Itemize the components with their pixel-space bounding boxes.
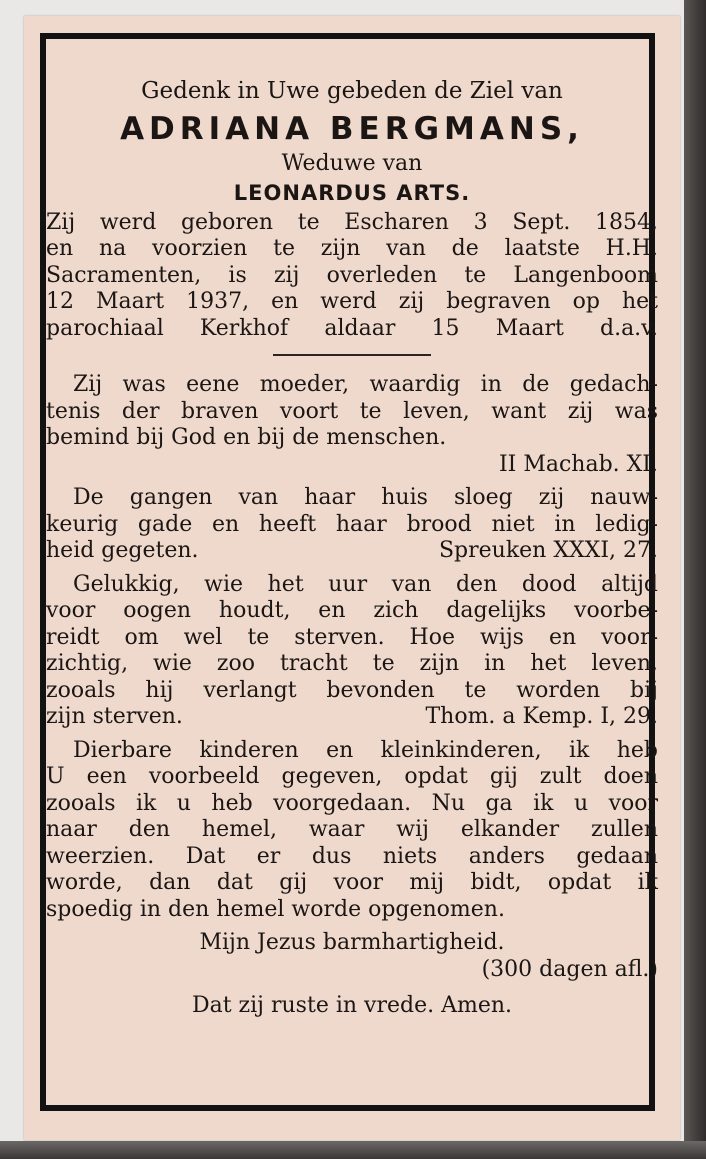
quote-line: keurig gade en heeft haar brood niet in ledig- — [46, 511, 658, 537]
farewell-line: worde, dan dat gij voor mij bidt, opdat ik — [46, 870, 658, 895]
quote-source: II Machab. XI. — [498, 451, 658, 477]
quote-last-line — [46, 538, 658, 565]
bio-line: Zij werd geboren te Escharen 3 Sept. 1854, — [46, 209, 658, 235]
quote-block — [46, 485, 658, 565]
quote-line: Zij was eene moeder, waardig in de gedach- — [73, 372, 658, 397]
husband-name: LEONARDUS ARTS. — [233, 180, 471, 205]
quote-last-line — [46, 704, 658, 731]
quote-source: Spreuken XXXI, 27. — [438, 538, 658, 563]
farewell-line: spoedig in den hemel worde opgenomen. — [46, 896, 505, 922]
indulgence-note: (300 dagen afl.) — [481, 956, 658, 982]
farewell-line: U een voorbeeld gegeven, opdat gij zult doen — [46, 764, 658, 789]
quote-line-end: zijn sterven. — [46, 704, 183, 729]
bio-line: 12 Maart 1937, en werd zij begraven op het — [46, 289, 658, 314]
quote-line: zichtig, wie zoo tracht te zijn in het leven, — [46, 651, 658, 676]
farewell-line: weerzien. Dat er dus niets anders gedaan — [46, 843, 658, 869]
bio-line: Sacramenten, is zij overleden te Langenboom — [46, 262, 658, 288]
closing-line: Dat zij ruste in vrede. Amen. — [191, 993, 513, 1018]
quote-line: tenis der braven voort te leven, want zij was — [46, 398, 658, 424]
quote-block — [46, 572, 658, 731]
farewell-line: zooals ik u heb voorgedaan. Nu ga ik u voor — [46, 790, 658, 816]
farewell-paragraph — [46, 738, 658, 924]
scan-background-edge-bottom — [0, 1141, 706, 1159]
biography — [46, 210, 658, 343]
intro-line: Gedenk in Uwe gebeden de Ziel van — [141, 78, 563, 104]
widow-of-label: Weduwe van — [281, 150, 423, 176]
memorial-card — [24, 16, 680, 1140]
quote-line: voor oogen houdt, en zich dagelijks voorbe- — [46, 598, 658, 623]
card-text — [46, 78, 658, 1020]
bio-line: en na voorzien te zijn van de laatste H.H. — [46, 236, 658, 261]
scan-background-edge — [684, 0, 706, 1159]
deceased-name: ADRIANA BERGMANS, — [120, 110, 584, 147]
divider-rule — [273, 354, 431, 356]
quote-line-end: heid gegeten. — [46, 538, 199, 563]
farewell-line: naar den hemel, waar wij elkander zullen — [46, 817, 658, 842]
quote-line: Gelukkig, wie het uur van den dood altijd — [73, 571, 658, 597]
farewell-line: Dierbare kinderen en kleinkinderen, ik heb — [73, 737, 658, 763]
quote-line: bemind bij God en bij de menschen. — [46, 425, 447, 450]
quote-line: De gangen van haar huis sloeg zij nauw- — [73, 485, 658, 510]
quote-line: reidt om wel te sterven. Hoe wijs en voor- — [46, 624, 658, 650]
prayer-line: Mijn Jezus barmhartigheid. — [199, 930, 505, 955]
quote-block — [46, 372, 658, 478]
quote-line: zooals hij verlangt bevonden te worden bij — [46, 677, 658, 703]
bio-line: parochiaal Kerkhof aldaar 15 Maart d.a.v. — [46, 315, 658, 341]
quote-source: Thom. a Kemp. I, 29. — [425, 704, 658, 729]
